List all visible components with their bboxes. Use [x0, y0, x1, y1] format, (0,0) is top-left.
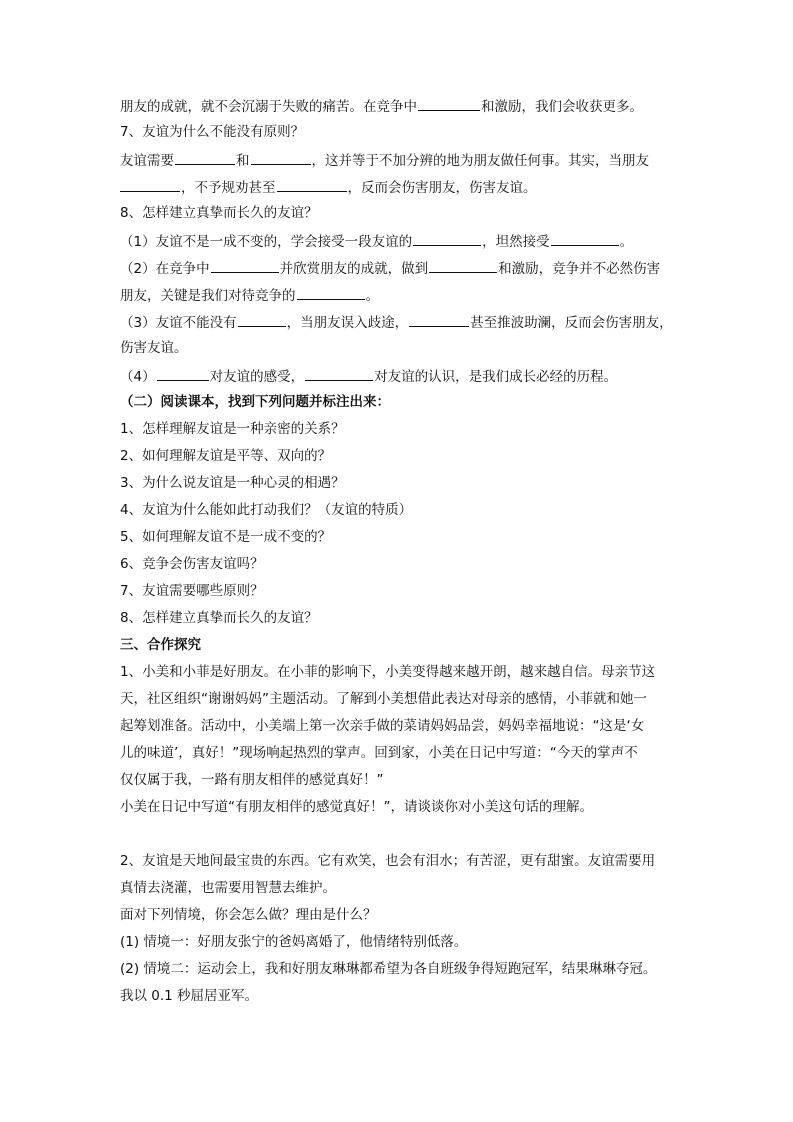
text-segment: 和激励，竞争并不必然伤害: [498, 261, 661, 277]
list-item: 1、怎样理解友谊是一种亲密的关系？: [120, 421, 345, 437]
paragraph-line: 小美在日记中写道“有朋友相伴的感觉真好！”，请谈谈你对小美这句话的理解。: [120, 799, 593, 815]
answer-blank[interactable]: [120, 177, 180, 192]
answer-blank[interactable]: [211, 258, 279, 273]
list-item: 4、友谊为什么能如此打动我们？（友谊的特质）: [120, 502, 413, 518]
text-segment: （4）: [120, 369, 156, 385]
answer-blank[interactable]: [297, 285, 365, 300]
list-item: 5、如何理解友谊不是一成不变的？: [120, 529, 332, 545]
answer-blank[interactable]: [413, 231, 481, 246]
list-item: 2、如何理解友谊是平等、双向的？: [120, 448, 332, 464]
text-segment: （2）在竞争中: [120, 261, 210, 277]
text-line: [120, 96, 643, 116]
text-segment: 朋友，关键是我们对待竞争的: [120, 288, 296, 304]
list-item: 8、怎样建立真挚而长久的友谊？: [120, 610, 318, 626]
answer-blank[interactable]: [238, 312, 286, 327]
question-7: 7、友谊为什么不能没有原则？: [120, 124, 305, 140]
paragraph-line: 天，社区组织“谢谢妈妈”主题活动。了解到小美想借此表达对母亲的感情，小菲就和她一: [120, 691, 647, 707]
text-segment: 和: [236, 153, 250, 169]
text-line: [120, 231, 633, 251]
text-line: [120, 150, 649, 170]
text-segment: ，当朋友误入歧途，: [286, 315, 409, 331]
list-item: 6、竞争会伤害友谊吗？: [120, 556, 264, 572]
text-line: [120, 285, 379, 305]
text-segment: 友谊需要: [120, 153, 174, 169]
answer-blank[interactable]: [305, 366, 373, 381]
answer-blank[interactable]: [175, 150, 235, 165]
answer-blank[interactable]: [429, 258, 497, 273]
paragraph-line: (2) 情境二：运动会上，我和好朋友琳琳都希望为各自班级争得短跑冠军，结果琳琳夺冠。: [120, 961, 657, 977]
question-8: 8、怎样建立真挚而长久的友谊？: [120, 205, 318, 221]
text-line: [120, 258, 660, 278]
list-item: 7、友谊需要哪些原则？: [120, 583, 264, 599]
paragraph-line: 仅仅属于我，一路有朋友相伴的感觉真好！”: [120, 772, 384, 788]
paragraph-line: 起筹划准备。活动中，小美端上第一次亲手做的菜请妈妈品尝，妈妈幸福地说：“这是‘女: [120, 718, 645, 734]
text-segment: 并欣赏朋友的成就，做到: [279, 261, 429, 277]
text-segment: 甚至推波助澜，反而会伤害朋友，: [470, 315, 673, 331]
paragraph-line: 1、小美和小菲是好朋友。在小菲的影响下，小美变得越来越开朗，越来越自信。母亲节这: [120, 664, 656, 680]
paragraph-line: 2、友谊是天地间最宝贵的东西。它有欢笑，也会有泪水；有苦涩，更有甜蜜。友谊需要用: [120, 853, 656, 869]
text-segment: ，反而会伤害朋友，伤害友谊。: [347, 180, 537, 196]
text-line: [120, 366, 617, 386]
text-line: [120, 312, 673, 332]
paragraph-line: 面对下列情境，你会怎么做？理由是什么？: [120, 907, 377, 923]
text-segment: （3）友谊不能没有: [120, 315, 237, 331]
paragraph-line: 我以 0.1 秒屈居亚军。: [120, 988, 259, 1004]
section-heading: （二）阅读课本，找到下列问题并标注出来：: [120, 394, 390, 410]
text-line: [120, 177, 537, 197]
text-segment: 。: [619, 234, 634, 250]
list-item: 3、为什么说友谊是一种心灵的相遇？: [120, 475, 345, 491]
section-heading: 三、合作探究: [120, 637, 201, 653]
answer-blank[interactable]: [277, 177, 347, 192]
answer-blank[interactable]: [251, 150, 311, 165]
answer-blank[interactable]: [551, 231, 619, 246]
text-line: 伤害友谊。: [120, 340, 188, 356]
answer-blank[interactable]: [409, 312, 469, 327]
text-segment: ，这并等于不加分辨的地为朋友做任何事。其实，当朋友: [311, 153, 649, 169]
text-segment: （1）友谊不是一成不变的，学会接受一段友谊的: [120, 234, 413, 250]
text-segment: ，不予规劝甚至: [181, 180, 276, 196]
paragraph-line: 真情去浇灌，也需要用智慧去维护。: [120, 880, 336, 896]
text-segment: 和激励，我们会收获更多。: [481, 99, 643, 115]
paragraph-line: 儿的味道’，真好！”现场响起热烈的掌声。回到家，小美在日记中写道：“今天的掌声不: [120, 745, 638, 761]
text-segment: 对友谊的感受，: [209, 369, 305, 385]
text-segment: 。: [365, 288, 379, 304]
text-segment: 对友谊的认识，是我们成长必经的历程。: [374, 369, 618, 385]
paragraph-line: (1) 情境一：好朋友张宁的爸妈离婚了，他情绪特别低落。: [120, 934, 468, 950]
text-segment: 朋友的成就，就不会沉溺于失败的痛苦。在竞争中: [120, 99, 417, 115]
answer-blank[interactable]: [418, 96, 480, 111]
text-segment: ，坦然接受: [482, 234, 550, 250]
answer-blank[interactable]: [157, 366, 209, 381]
